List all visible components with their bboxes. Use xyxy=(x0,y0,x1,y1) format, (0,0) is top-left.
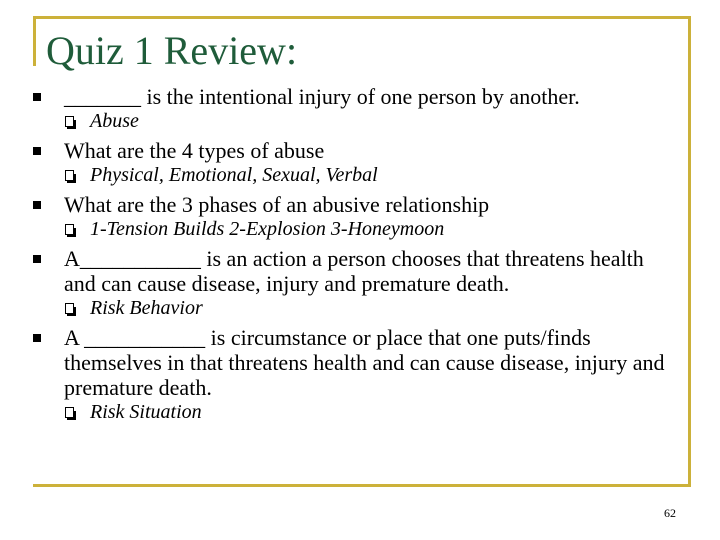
answer-item xyxy=(0,217,700,242)
question-text: _______ is the intentional injury of one person by another. xyxy=(64,84,580,109)
question-item xyxy=(0,192,700,217)
answer-item xyxy=(0,296,700,321)
answer-item xyxy=(0,109,700,134)
square-bullet-icon xyxy=(33,147,41,155)
answer-item xyxy=(0,400,700,425)
page-number: 62 xyxy=(664,506,676,520)
slide-body xyxy=(0,84,700,425)
frame-top-line xyxy=(33,16,691,19)
checkbox-bullet-icon xyxy=(65,116,74,127)
question-text: A ___________ is circumstance or place that one puts/finds themselves in that threatens health and can cause disease, injury and premature death. xyxy=(64,325,665,400)
answer-text: Physical, Emotional, Sexual, Verbal xyxy=(90,164,378,186)
answer-item xyxy=(0,163,700,188)
question-text: What are the 3 phases of an abusive relationship xyxy=(64,192,490,217)
checkbox-bullet-icon xyxy=(65,224,74,235)
checkbox-bullet-icon xyxy=(65,407,74,418)
question-text: A___________ is an action a person chooses that threatens health and can cause disease, injury and premature death. xyxy=(64,246,644,296)
frame-bottom-line xyxy=(33,484,691,487)
frame-left-line xyxy=(33,16,36,66)
checkbox-bullet-icon xyxy=(65,170,74,181)
answer-text: Abuse xyxy=(90,110,139,132)
answer-text: Risk Behavior xyxy=(90,297,203,319)
square-bullet-icon xyxy=(33,93,41,101)
question-item xyxy=(0,138,700,163)
question-item xyxy=(0,84,700,109)
question-item xyxy=(0,325,674,400)
answer-text: 1-Tension Builds 2-Explosion 3-Honeymoon xyxy=(90,218,445,240)
square-bullet-icon xyxy=(33,334,41,342)
answer-text: Risk Situation xyxy=(90,401,202,423)
checkbox-bullet-icon xyxy=(65,303,74,314)
question-item xyxy=(0,246,664,296)
square-bullet-icon xyxy=(33,255,41,263)
slide-title: Quiz 1 Review: xyxy=(46,28,298,73)
square-bullet-icon xyxy=(33,201,41,209)
question-text: What are the 4 types of abuse xyxy=(64,138,325,163)
